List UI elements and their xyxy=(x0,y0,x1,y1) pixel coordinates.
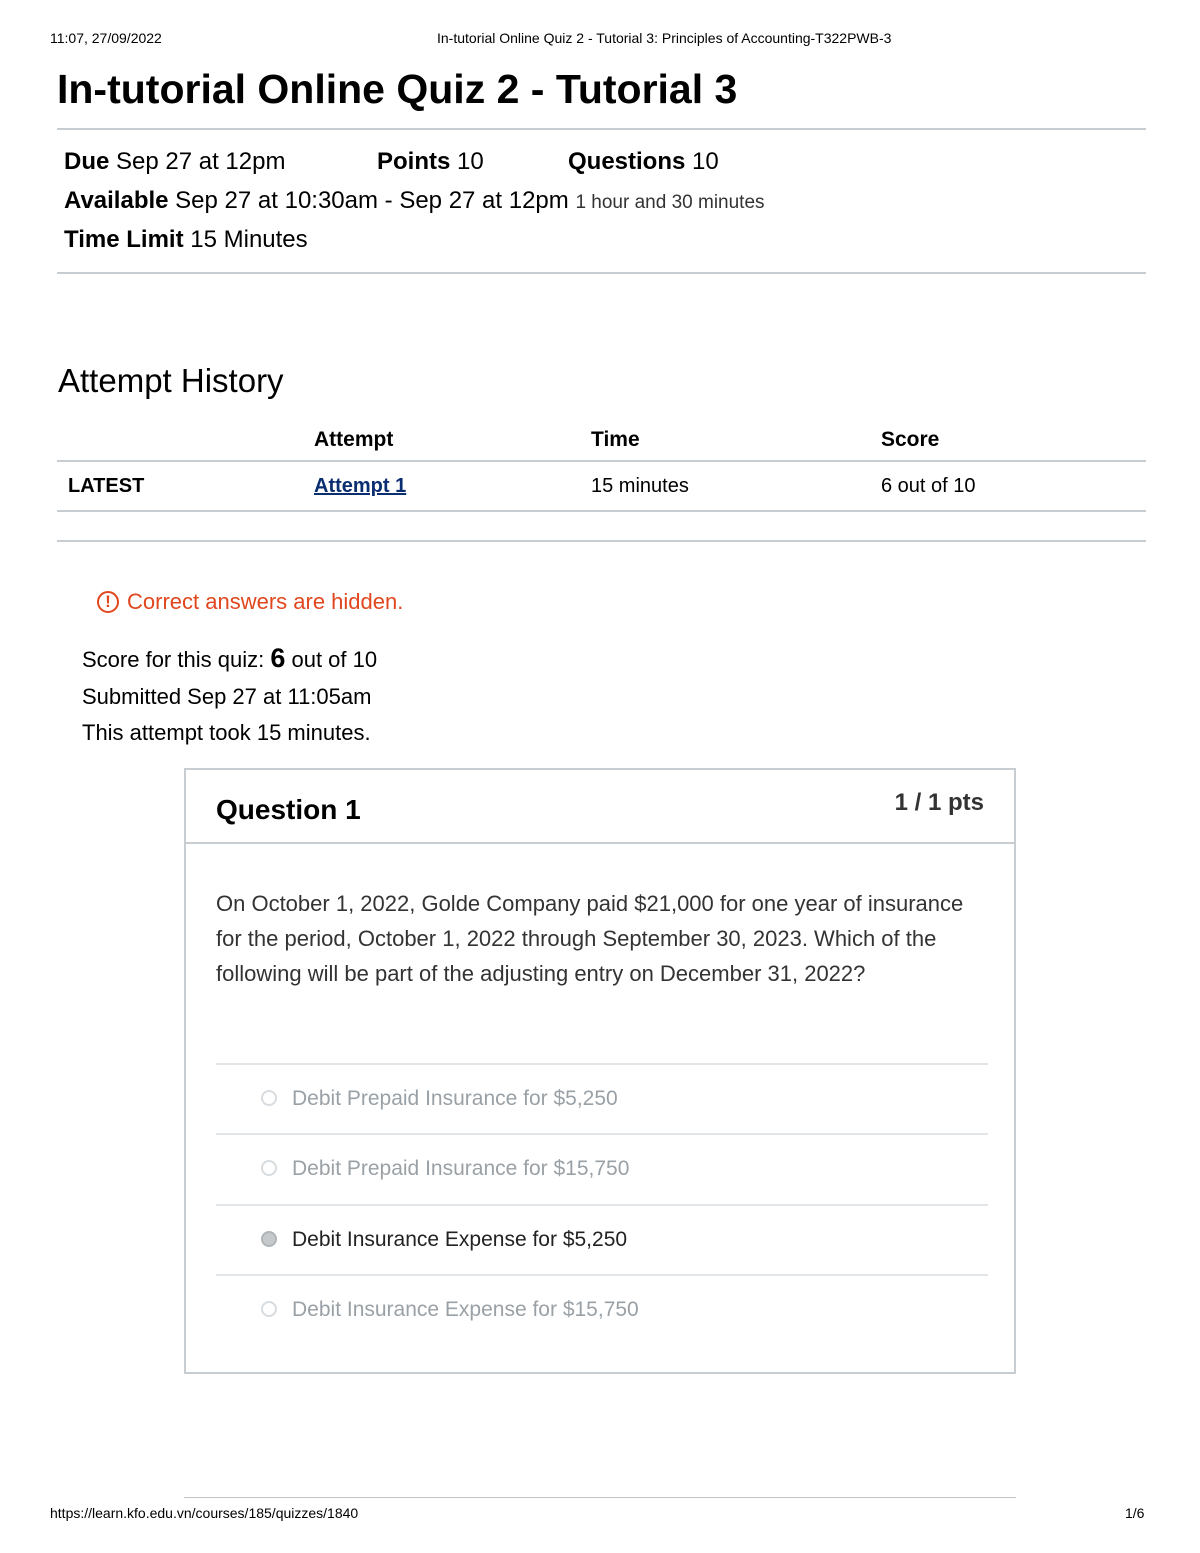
available-label: Available xyxy=(64,187,169,214)
attempt-1-link[interactable]: Attempt 1 xyxy=(314,474,407,497)
quiz-score-line xyxy=(82,643,377,674)
points-value: 10 xyxy=(457,148,484,175)
due-value: Sep 27 at 12pm xyxy=(116,148,286,175)
column-header-score: Score xyxy=(881,420,1146,461)
availability-detail xyxy=(64,187,765,215)
available-duration: 1 hour and 30 minutes xyxy=(575,192,765,213)
attempt-score: 6 out of 10 xyxy=(881,461,1146,511)
question-header xyxy=(186,770,1014,844)
attempt-history-table xyxy=(57,420,1146,512)
answer-text: Debit Insurance Expense for $15,750 xyxy=(292,1298,639,1321)
score-prefix: Score for this quiz: xyxy=(82,647,265,672)
page-title: In-tutorial Online Quiz 2 - Tutorial 3 xyxy=(57,66,738,112)
questions-detail xyxy=(568,148,719,176)
available-value: Sep 27 at 10:30am - Sep 27 at 12pm xyxy=(175,187,569,214)
radio-button[interactable] xyxy=(261,1301,277,1317)
question-title: Question 1 xyxy=(216,794,361,825)
radio-button[interactable] xyxy=(261,1090,277,1106)
quiz-details-row-1 xyxy=(64,148,285,176)
divider xyxy=(57,128,1146,130)
attempt-time: 15 minutes xyxy=(591,461,881,511)
question-text: On October 1, 2022, Golde Company paid $21,000 for one year of insurance for the period, October 1, 2022 through September 30, 2023. Which of the following will be part of the adjusting entry on December 31, 2022? xyxy=(216,891,964,986)
column-header-attempt: Attempt xyxy=(314,420,591,461)
divider xyxy=(57,272,1146,274)
print-page-title: In-tutorial Online Quiz 2 - Tutorial 3: Principles of Accounting-T322PWB-3 xyxy=(437,30,892,46)
time-limit-value: 15 Minutes xyxy=(190,226,308,253)
answer-option[interactable] xyxy=(216,1133,988,1203)
page-url: https://learn.kfo.edu.vn/courses/185/quizzes/1840 xyxy=(50,1505,359,1521)
latest-label: LATEST xyxy=(57,461,314,511)
radio-button[interactable] xyxy=(261,1160,277,1176)
time-limit-label: Time Limit xyxy=(64,226,184,253)
attempt-duration: This attempt took 15 minutes. xyxy=(82,720,371,745)
question-card xyxy=(184,768,1016,1374)
time-limit-detail xyxy=(64,226,308,254)
question-points: 1 / 1 pts xyxy=(894,789,984,816)
questions-label: Questions xyxy=(568,148,686,175)
table-row xyxy=(57,461,1146,511)
score-suffix: out of 10 xyxy=(291,647,378,672)
attempt-history-title: Attempt History xyxy=(58,362,284,399)
score-value: 6 xyxy=(270,643,286,673)
submitted-time: Submitted Sep 27 at 11:05am xyxy=(82,684,372,709)
column-header-time: Time xyxy=(591,420,881,461)
table-header-row xyxy=(57,420,1146,461)
notice-text: Correct answers are hidden. xyxy=(127,589,404,614)
column-header xyxy=(57,420,314,461)
answer-option-selected[interactable] xyxy=(216,1204,988,1274)
page-number: 1/6 xyxy=(1125,1505,1145,1521)
due-label: Due xyxy=(64,148,110,175)
hidden-answers-notice xyxy=(97,589,403,615)
points-label: Points xyxy=(377,148,451,175)
answer-text: Debit Insurance Expense for $5,250 xyxy=(292,1228,628,1251)
answer-text: Debit Prepaid Insurance for $5,250 xyxy=(292,1087,618,1110)
radio-button-selected[interactable] xyxy=(261,1231,277,1247)
print-datetime: 11:07, 27/09/2022 xyxy=(50,30,162,46)
footer-divider xyxy=(184,1497,1016,1498)
divider xyxy=(57,540,1146,542)
answer-option[interactable] xyxy=(216,1063,988,1133)
questions-value: 10 xyxy=(692,148,719,175)
points-detail xyxy=(377,148,484,176)
exclamation-circle-icon: ! xyxy=(97,591,119,613)
answer-option[interactable] xyxy=(216,1274,988,1344)
answer-text: Debit Prepaid Insurance for $15,750 xyxy=(292,1157,630,1180)
